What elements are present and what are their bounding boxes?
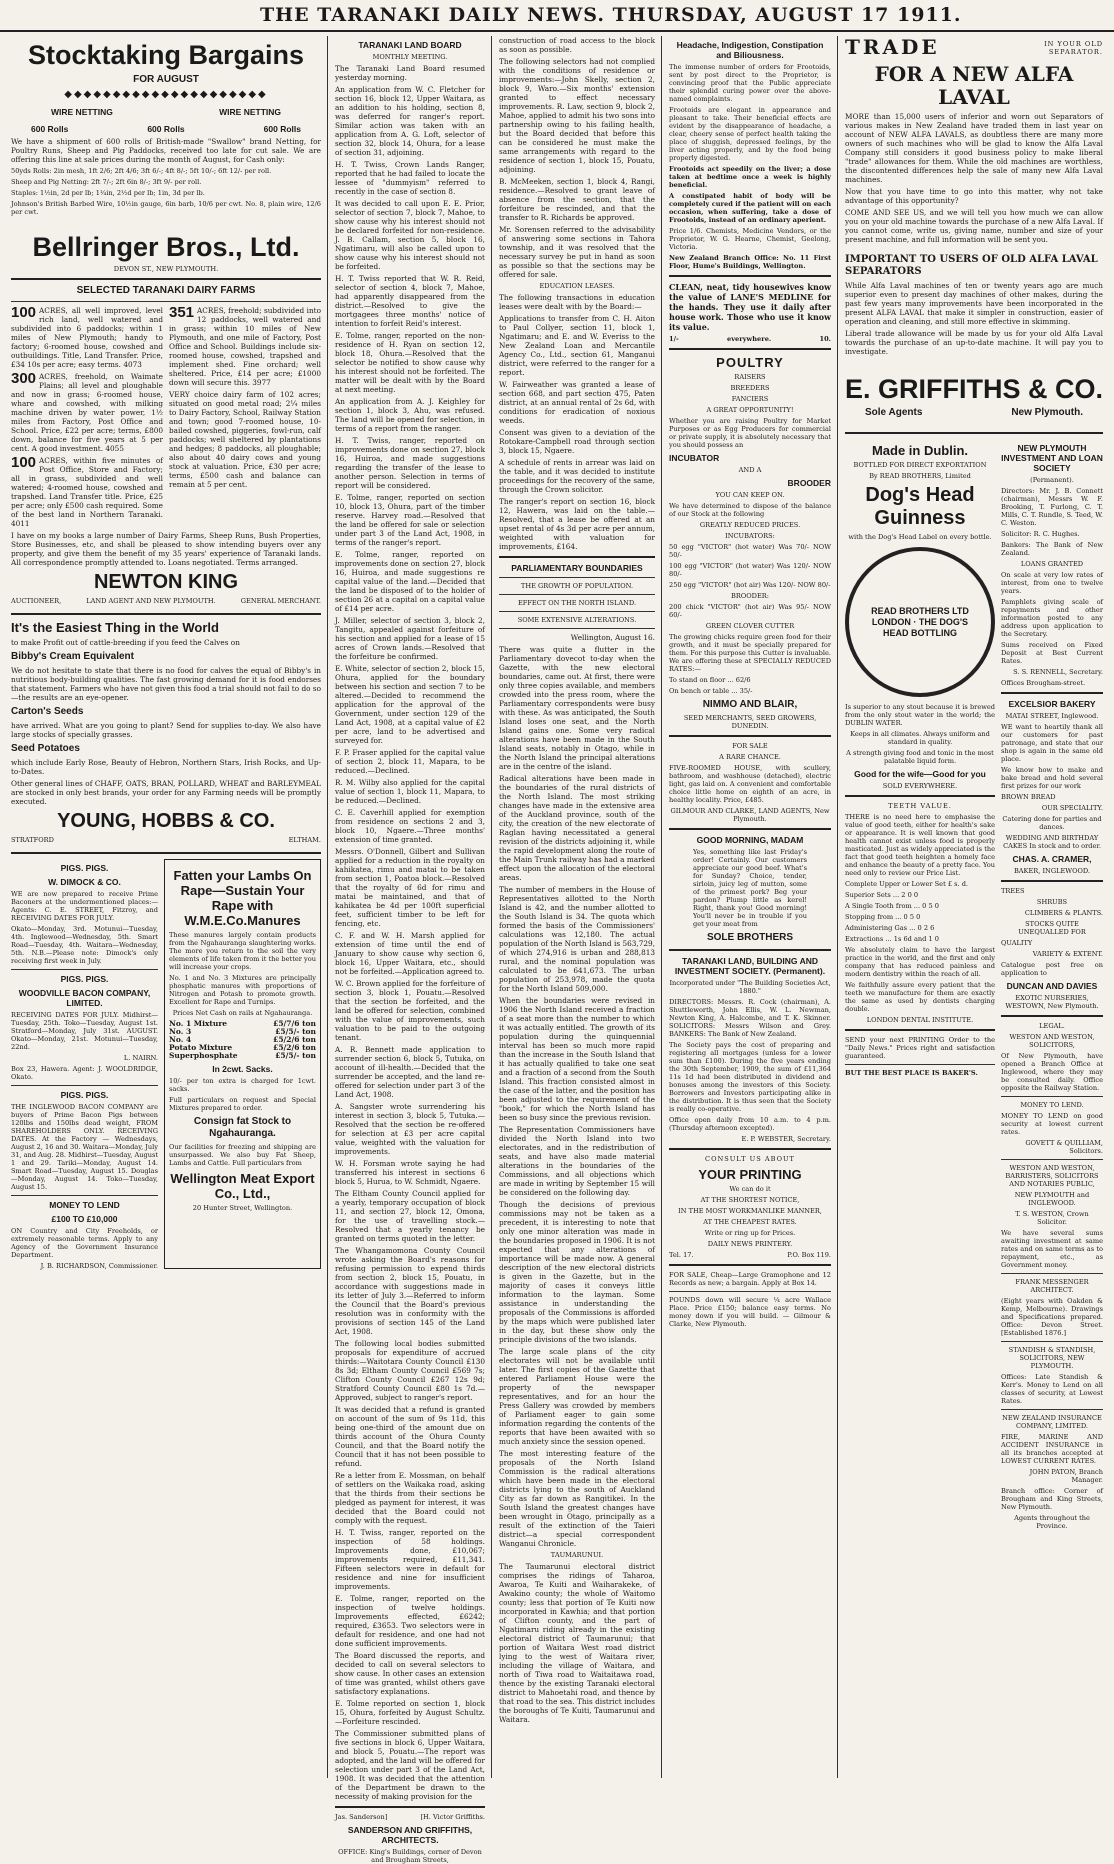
building-society-sign: E. P. WEBSTER, Secretary. xyxy=(741,1135,831,1143)
weston-body: Of New Plymouth, have opened a Branch Office at Inglewood, where they may be consulted daily. Office opposite the Railway Station. xyxy=(1001,1052,1103,1092)
frootoids-body: Frootoids act speedily on the liver; a dose taken at bedtime once a week is highly beneficial. xyxy=(669,165,831,189)
nz-insurance-office: Branch office: Corner of Brougham and King Streets, New Plymouth. xyxy=(1001,1487,1103,1511)
newton-king-body: I have on my books a large number of Dairy Farms, Sheep Runs, Bush Properties, Store Businesses, etc, and shall be pleased to show intending buyers over any property, and give them the benefit of my 35 years' experience of Taranaki lands. All correspondence promptly attended to. Loans negotiated. Terms arranged. xyxy=(11,531,321,567)
incubators-heading: INCUBATORS: xyxy=(725,532,775,540)
stocktaking-title: Stocktaking Bargains xyxy=(27,40,305,70)
stratford-label: STRATFORD xyxy=(11,836,54,844)
wellington-meat-name: Wellington Meat Export Co., Ltd., xyxy=(170,1171,315,1201)
article-paragraph: Consent was given to a deviation of the Rotokare-Campbell road through section 3, block 15, Ngaere. xyxy=(499,428,655,455)
article-paragraph: The Commissioner submitted plans of five sections in block 6, Upper Waitara, and block 5, Pouatu.—The report was adopted, and the land will be offered for selection under part 3 of the Land Act, 1908. It was decided that the attention of the Department be drawn to the necessity of making provision for the xyxy=(335,1729,485,1801)
bakery-body: OUR SPECIALITY. xyxy=(1041,804,1103,812)
good-morning-body: Yes, something like last Friday's order! Certainly. Our customers appreciate our good beef. What's for Sunday? Choice, tender, sirloin, juicy leg of mutton, some of the primest pork? Beg your pardon? Plump little as kerel! Right, thank you! Good morning! You'll never be in trouble if you get your meat from xyxy=(693,848,807,928)
clover-cutter-heading: GREEN CLOVER CUTTER xyxy=(705,622,795,630)
frootoids-body: Frootoids are elegant in appearance and pleasant to take. Their beneficial effects are evident by the disappearance of headache, a clear, cheery sense of perfect health taking the place of sluggish, depressed feelings, by the liver acting properly, and by the food being properly digested. xyxy=(669,106,831,162)
bakery-heading: EXCELSIOR BAKERY xyxy=(1008,699,1096,709)
poultry-body: The growing chicks require green food for their growth, and it must be specially prepared for them. For this purpose this Cutter is invaluable. We are offering these at SPECIALLY REDUCED RATES:— xyxy=(669,633,831,673)
printing-sub: CONSULT US ABOUT xyxy=(705,1155,795,1163)
article-paragraph: C. E. Caverhill applied for exemption from residence on sections 2 and 3, block 10, Ngaere.—Three months' extension of time granted. xyxy=(335,808,485,844)
eltham-label: ELTHAM. xyxy=(288,836,321,844)
article-paragraph: The following local bodies submitted proposals for expenditure of accrued thirds:—Waitotara County Council £130 8s 3d; Eltham County Council £569 7s; Clifton County Council £267 12s 9d; Stratford County Council £80 1s 7d.—Approved, subject to ranger's report. xyxy=(335,1339,485,1402)
article-paragraph: An application from W. C. Fletcher for section 16, block 12, Upper Waitara, as an addition to his holding, section 8, was deferred for ranger's report. Similar action was taken with an application from A. G. Loft, selector of section 32, block 14, Ohura, for a lease of section 31, adjoining. xyxy=(335,85,485,157)
printing-heading: YOUR PRINTING xyxy=(698,1167,802,1182)
column-rule xyxy=(491,36,492,1778)
important-heading: IMPORTANT TO USERS OF OLD ALFA LAVAL SEPARATORS xyxy=(845,254,1098,277)
frootoids-body: The immense number of orders for Frootoids, sent by post direct to the Proprietor, is convincing proof that the Public appreciate their splendid curing power over the above-named complaints. xyxy=(669,63,831,103)
dimock-dates: Okato—Monday, 3rd. Motunui—Tuesday, 4th. Inglewood—Wednesday, 5th. Smart Road—Tuesday, 4th. Waitara—Wednesday, 5th. N.B.—Please note: Dimock's only receiving first week in July. xyxy=(11,925,158,965)
standish-name: STANDISH & STANDISH, SOLICITORS, NEW PLYMOUTH. xyxy=(1008,1346,1096,1370)
lambs-bags: In 2cwt. Sacks. xyxy=(212,1064,273,1074)
article-paragraph: Mr. Sorensen referred to the advisability of answering some sections in Tahora township, and it was resolved that the necessary survey be put in hand as soon as possible so that the sections may be offered for sale. xyxy=(499,225,655,279)
pounds-ad: POUNDS down will secure ¼ acre Wallace Place. Price £150; balance easy terms. No money down if you will build. — Gilmour & Clarke, New Plymouth. xyxy=(669,1296,831,1328)
investment-society-body: Solicitor: R. C. Hughes. xyxy=(1001,530,1080,538)
teeth-price-row: Superior Sets ... 2 0 0 xyxy=(845,891,919,899)
lambs-note: Full particulars on request and Special Mixtures prepared to order. xyxy=(169,1096,316,1112)
bellringer-name: Bellringer Bros., Ltd. xyxy=(32,232,300,262)
money-to-lend-sign: J. B. RICHARDSON, Commissioner. xyxy=(40,1262,158,1270)
article-paragraph: Applications to transfer from C. H. Aiton to Paul Collyer, section 11, block 1, Ngatimaru; and E. and W. Everiss to the New Zealand Loan and Mercantile Agency Co., Ltd., section 61, Manganui district, were referred to the ranger for a report. xyxy=(499,314,655,377)
stocktaking-subtitle: FOR AUGUST xyxy=(133,74,199,85)
price-line: 50yds Rolls: 2in mesh, 1ft 2/6; 2ft 4/6; 3ft 6/-; 4ft 8/-; 5ft 10/-; 6ft 12/- per roll. xyxy=(11,167,272,175)
poultry-body: Whether you are raising Poultry for Market Purposes or as Egg Producers for commercial or private supply, it is absolutely necessary that you should possess an xyxy=(669,417,831,449)
article-paragraph: B. McMeeken, section 1, block 4, Rangi, residence.—Resolved to grant leave of absence from the section, that the forfeiture be rescinded, and that the transfer to R. Richards be approved. xyxy=(499,177,655,222)
consign-heading: Consign fat Stock to Ngahauranga. xyxy=(193,1116,292,1139)
printing-line: We can do it xyxy=(729,1185,771,1193)
article-paragraph: F. P. Fraser applied for the capital value of section 2, block 11, Mapara, to be reduced.—Declined. xyxy=(335,748,485,775)
carton-heading: Carton's Seeds xyxy=(11,706,84,717)
nz-insurance-sign: JOHN PATON, Branch Manager. xyxy=(1029,1468,1103,1484)
article-paragraph: Radical alterations have been made in the boundaries of the rural districts of the North Island. The most striking changes have made in the extensive area of the Auckland province, south of the city, the creation of the new electorate of Raglan having necessitated a general revision of the districts adjoining it, while the rapid development along the route of the Main Trunk railway has had a marked effect upon the allocation of the electoral areas. xyxy=(499,774,655,882)
seed-heading: Seed Potatoes xyxy=(11,743,80,754)
article-paragraph: E. Tolme, ranger, reported on the inspection of twelve holdings. Improvements effected, £6242; required, £3653. Two selectors were in default for residence, and one had not done sufficient improvements. xyxy=(335,1594,485,1648)
article-paragraph: The following transactions in education leases were dealt with by the Board:— xyxy=(499,293,655,311)
brooder-heading: BROODER: xyxy=(731,592,769,600)
messenger-name: FRANK MESSENGER ARCHITECT. xyxy=(1015,1278,1089,1294)
article-paragraph: E. Tolme reported on section 1, block 15, Ohura, forfeited by August Schultz.—Forfeiture rescinded. xyxy=(335,1699,485,1726)
stocktaking-body: We have a shipment of 600 rolls of British-made "Swallow" brand Netting, for Poultry Runs, Sheep and Pig Paddocks, received too late for cut sale. We are offering this line at sale prices during the month of August, for Cash only: xyxy=(11,137,321,164)
teeth-price-row: A Single Tooth from ... 0 5 0 xyxy=(845,902,939,910)
parliamentary-sub: SOME EXTENSIVE ALTERATIONS. xyxy=(517,616,637,624)
column-5 xyxy=(840,36,1108,1778)
article-paragraph: The Taranaki Land Board resumed yesterday morning. xyxy=(335,64,485,82)
sole-brothers-name: SOLE BROTHERS xyxy=(706,932,794,943)
alfa-laval-body: Now that you have time to go into this matter, why not take advantage of this opportunity? xyxy=(845,187,1103,205)
nursery-line: Catalogue post free on application to xyxy=(1001,961,1103,977)
article-paragraph: When the boundaries were revised in 1906 the North Island received a fraction of a seat more than the number to which it was actually entitled. The growth of its population during the quinquennial interval has been so much more rapid than the increase in the South Island that it has actually qualified to take one seat and a fraction of a second from the South Island. This fraction consisted almost in the case of the latter, and the position has been adjusted to the requirement of the "book," for which the North Island has been so busy since the previous revision. xyxy=(499,996,655,1122)
article-paragraph: The Representation Commissioners have divided the North Island into two electorates, and in the redistribution of seats, and have also made material alterations in the boundaries of the Commissions, and all objections which are made in writing by September 15 will be considered on the following day. xyxy=(499,1125,655,1197)
wellington-meat-address: 20 Hunter Street, Wellington. xyxy=(192,1204,293,1212)
article-paragraph: The Taumarunui electoral district comprises the ridings of Taharoa, Awaroa, Te Kuiti and Waiharakeke, of Awakino county; the whole of Waitomo county; less that portion of Te Kuiti now incorporated in Kawhia; and that portion of Clifton county, and the part of Ngatimaru riding already in the existing electoral district of Taumarunui; that portion of Waitara West road district lying to the west of Waitara river, including the village of Waitara, and north of Tiwa road to Waitaitawa road, thence by the existing Taranaki electoral district to Mahoetahi road, and thence by that road to the sea. This district includes the boroughs of Te Kuiti, Taumarunui and Waitara. xyxy=(499,1562,655,1724)
article-paragraph: The large scale plans of the city electorates will not be available until later. The first copies of the Gazette that entered Parliament House were the property of the newspaper representatives, and for an hour the Press Gallery was crowded by members of Parliament eager to gain some information regarding the contents of the reports that have been awaited with so much anxiety since the session opened. xyxy=(499,1347,655,1446)
rolls-label: 600 Rolls xyxy=(263,124,301,134)
bakery-body: BROWN BREAD xyxy=(1001,793,1056,801)
inglewood-bacon-body: THE INGLEWOOD BACON COMPANY are buyers of Prime Bacon Pigs between 120lbs and 150lbs dead weight, FROM SHAREHOLDERS ONLY. RECEIVING DATES. At the Factory — Wednesdays, August 2, 16 and 30. Waitara—Monday, July 31, and Aug. 28. Midhirst—Tuesday, August 1 and 29. Tariki—Monday, August 14. Smart Road—Tuesday, August 15. Douglas—Monday, August 14. Toko—Tuesday, August 15. xyxy=(11,1103,158,1191)
important-body: While Alfa Laval machines of ten or twenty years ago are much superior even to present day machines of other makes, during the past few years many improvements have been incorporated in the present ALFA LAVAL that make it simpler in construction, easier of operation and cleaning, and still more effective in skimming. xyxy=(845,281,1103,326)
nursery-line: VARIETY & EXTENT. xyxy=(1032,950,1103,958)
easiest-title: It's the Easiest Thing in the World xyxy=(11,620,219,635)
brooder-label: BROODER xyxy=(787,478,831,488)
seed-body: which include Early Rose, Beauty of Hebron, Northern Stars, Irish Rocks, and Up-to-Dates. xyxy=(11,758,321,776)
dimock-body: WE are now prepared to receive Prime Baconers at the undermentioned places:— Agents: C. E. STREET, Fitzroy, and RECEIVING DATES FOR JULY. xyxy=(11,890,158,922)
woodville-body: RECEIVING DATES FOR JULY. Midhirst—Tuesday, 25th. Toko—Tuesday, August 1st. Stratford—Monday, July 31st. AUGUST. Okato—Monday, 21st. Motunui—Tuesday, 22nd. xyxy=(11,1011,158,1051)
dublin-sub: BOTTLED FOR DIRECT EXPORTATION xyxy=(853,461,987,469)
netting-label: WIRE NETTING xyxy=(51,107,113,117)
price-line: Johnson's British Barbed Wire, 10½in gauge, 6in barb, 10/6 per cwt. No. 8, plain wire, 12/6 per cwt. xyxy=(11,200,321,216)
lambs-note: 10/- per ton extra is charged for 1cwt. sacks. xyxy=(169,1077,316,1093)
lambs-title: Fatten your Lambs On Rape—Sustain Your Rape with W.M.E.Co.Manures xyxy=(173,868,312,928)
nimmo-blair-sub: SEED MERCHANTS, SEED GROWERS, DUNEDIN. xyxy=(683,714,817,730)
article-paragraph: H. T. Twiss, ranger, reported on the inspection of 58 holdings. Improvements done, £10,067; improvements required, £11,341. Fifteen selectors were in default for residence and nine for insufficient improvements. xyxy=(335,1528,485,1591)
parliamentary-sub: EFFECT ON THE NORTH ISLAND. xyxy=(517,599,637,607)
bakery-body: Catering done for parties and dances. xyxy=(1002,815,1102,831)
rolls-label: 600 Rolls xyxy=(147,124,185,134)
teeth-body: We absolutely claim to have the largest practice in the world, and the first and only company that has reduced painless and modern dentistry within the reach of all. xyxy=(845,946,995,978)
article-paragraph: The number of members in the House of Representatives allotted to the North Island is 42, and the number allotted to the South Island is 34. The quota which formed the basis of the Commissioners' calculations was 12,180. The actual population of the North Island is 563,729, of which 274,916 is urban and 288,813 rural, and the nominal population was calculated to be 641,673. The urban population of 253,978, made the quota for the North Island 509,000. xyxy=(499,885,655,993)
woodville-box: Box 23, Hawera. Agent: J. WOOLDRIDGE, Okato. xyxy=(11,1065,158,1081)
poultry-can: YOU CAN KEEP ON. xyxy=(715,491,785,499)
bellringer-address: DEVON ST., NEW PLYMOUTH. xyxy=(113,265,219,273)
farm-listing: VERY choice dairy farm of 102 acres; situated on good metal road; 2¼ miles to Dairy Factory, School, Railway Station and town; good 7-roomed house, 10-bailed cowshed, piggeries, fowl-run, calf paddocks; well sheltered by plantations and hedges; 8 paddocks, all ploughable; also about 40 dairy cows and young stock at valuation. Price, £30 per acre; terms, £500 cash and balance can remain at 5 per cent. xyxy=(169,390,321,489)
article-paragraph: Messrs. O'Donnell, Gilbert and Sullivan applied for a reduction in the royalty on kahikatea, rimu and matai to be taken from section 1, Poatoa block.—Resolved that the royalty of 6d for rimu and matai be maintained, and that of kahikatea be 4d per 100ft superficial feet, sufficient timber to be left for fencing, etc. xyxy=(335,847,485,928)
article-paragraph: The following selectors had not complied with the conditions of residence or improvements:—John Skelly, section 2, block 9, Waro.—Six months' extension granted to effect necessary improvements. R. Law, section 9, block 2, Mahoe, applied to admit his two sons into partnership owing to his failing health, but the Board decided that before this can be considered he must make the same arrangements with regard to the residence of section 1, block 15, Pouatu, adjoining. xyxy=(499,57,655,174)
column-rule xyxy=(661,36,662,1778)
price-row: 50 egg "VICTOR" (hot water) Was 70/- NOW 50/- xyxy=(669,543,831,559)
column-3 xyxy=(494,36,660,1778)
bakery-sub: MATAI STREET, Inglewood. xyxy=(1005,712,1099,720)
pigs-heading: PIGS. PIGS. xyxy=(60,974,109,984)
guinness-sold: SOLD EVERYWHERE. xyxy=(882,782,958,790)
printing-line: AT THE SHORTEST NOTICE, xyxy=(700,1196,800,1204)
printing-line: AT THE CHEAPEST RATES. xyxy=(703,1218,797,1226)
poultry-sub: BREEDERS xyxy=(730,384,770,392)
for-sale-heading: FOR SALE xyxy=(732,742,768,750)
money-to-lend-heading: MONEY TO LEND. xyxy=(1020,1101,1084,1109)
newton-king-name: NEWTON KING xyxy=(93,571,239,593)
investment-society-sub: (Permanent). xyxy=(1030,476,1074,484)
poultry-sub: A GREAT OPPORTUNITY! xyxy=(706,406,794,414)
architect-left: Jas. Sanderson] xyxy=(335,1813,388,1821)
article-paragraph: The ranger's report on section 16, block 12, Hawera, was laid on the table.—Resolved, that a lease be offered at an upset rental of 4s 3d per acre per annum, weighted with valuation for improvements, £164. xyxy=(499,497,655,551)
land-agent-label: LAND AGENT AND NEW PLYMOUTH. xyxy=(86,597,216,605)
investment-society-body: LOANS GRANTED xyxy=(1020,560,1084,568)
weston-barristers-sign: T. S. WESTON, Crown Solicitor. xyxy=(1015,1210,1089,1226)
parliamentary-dateline: Wellington, August 16. xyxy=(570,633,655,642)
nursery-name: DUNCAN AND DAVIES xyxy=(1006,981,1098,991)
medline-ad: CLEAN, neat, tidy housewives know the value of LANE'S MEDLINE for the hands. They use it daily after house work. Those who use it know its value. xyxy=(669,282,831,332)
investment-society-body: Bankers: The Bank of New Zealand. xyxy=(1001,541,1103,557)
article-paragraph: W. H. Forsman wrote saying he had transferred his interest in sections 6 block 5, Hurua, to W. Schmidt, Ngaere. xyxy=(335,1159,485,1186)
bakery-body: We know how to make and bake bread and hold several first prizes for our work xyxy=(1001,766,1103,790)
investment-society-heading: NEW PLYMOUTH INVESTMENT AND LOAN SOCIETY xyxy=(1001,443,1103,473)
medline-id: 10. xyxy=(819,335,831,343)
education-heading: EDUCATION LEASES. xyxy=(539,282,615,290)
trade-sub: IN YOUR OLD SEPARATOR. xyxy=(1044,40,1103,56)
architects-name: SANDERSON AND GRIFFITHS, ARCHITECTS. xyxy=(347,1825,473,1845)
column-2 xyxy=(330,36,490,1864)
price-row: 250 egg "VICTOR" (hot air) Was 120/- NOW 80/- xyxy=(669,581,831,589)
money-to-lend-heading: MONEY TO LEND xyxy=(49,1200,120,1210)
land-board-heading: TARANAKI LAND BOARD xyxy=(358,40,462,50)
sole-agents-label: Sole Agents xyxy=(865,407,923,418)
carton-body: have arrived. What are you going to plant? Send for supplies to-day. We also have large stocks of specially grasses. xyxy=(11,721,321,739)
article-paragraph: There was quite a flutter in the Parliamentary dovecot to-day when the Gazette, with the new electoral boundaries, came out. At first, there were only three copies available, and members crowded into the press room, where the Parliamentary correspondents were busy with these. As was anticipated, the South Island loses one seat, and the North Island gains one. Some very radical alterations have been made in the South Island seats, notably in Otago, while in the North Island the principal alterations are in the centre of the island. xyxy=(499,645,655,771)
griffiths-place: New Plymouth. xyxy=(1011,407,1083,418)
article-paragraph: The most interesting feature of the proposals of the North Island Commission is the radical alterations which have been made in the electoral districts lying to the south of Auckland City as far down as Rangitikei. In the South Island the greatest changes have been wrought in Otago, principally as a result of the extinction of the Taieri district—a special correspondent Wanganui Chronicle. xyxy=(499,1449,655,1548)
poultry-heading: POULTRY xyxy=(716,355,784,370)
printing-line: DAILY NEWS PRINTERY. xyxy=(707,1240,793,1248)
investment-society-sign: S. S. RENNELL, Secretary. xyxy=(1013,668,1103,676)
guinness-body: Is superior to any stout because it is brewed from the only stout water in the world; the DUBLIN WATER. xyxy=(845,703,995,727)
column-1: Stocktaking Bargains FOR AUGUST ◆◆◆◆◆◆◆◆◆◆◆◆◆◆◆◆◆◆◆◆◆ WIRE NETTING WIRE NETTING 600 Rolls 600 Rolls 600 Rolls We have a shipment of 600 rolls of British-made "Swallow" brand Netting, for Poultry Runs, Sheep and Pig Paddocks, received too late for cut sale. We are offering this line at sale prices during the month of August, for Cash only: 50yds Rolls: 2in mesh, 1ft 2/6; 2ft 4/6; 3ft 6/-; 4ft 8/-; 5ft 10/-; 6ft 12/- per roll. Sheep and Pig Netting: 2ft 7/-; 2ft 6in 8/-; 3ft 9/- per roll. Staples: 1½in, 2d per lb; 1¼in, 2½d per lb; 1in, 3d per lb. Johnson's British Barbed Wire, 10½in gauge, 6in barb, 10/6 per cwt. No. 8, plain wire, 12/6 per cwt. Bellringer Bros., Ltd. DEVON ST., NEW PLYMOUTH. SELECTED TARANAKI DAIRY FARMS 100 ACRES, all well improved, level rich land, well watered and subdivided into 6 paddocks; within 1 miles of New Plymouth; handy to factory; 6-roomed house, cowshed and outbuildings. Title, Land Transfer. Price, £34 10s per acre; easy terms. 4073 300 ACRES, freehold, on Waimate Plains; all level and ploughable and now in grass; 6-roomed house, whare and cowshed, with milking machine driven by water power, 1½ miles from Factory, Post Office and School. Price, £22 per acre; terms, £800 down, balance for five years at 5 per cent. A good investment. 4055 100 ACRES, within five minutes of Post Office, Store and Factory; all in grass, subdivided and well watered; 4-roomed house, cowshed and trapshed. Land Transfer title. Price, £25 per acre; only £500 cash required. Some of the best land in Northern Taranaki. 4011 351 ACRES, freehold; subdivided into 12 paddocks, well watered and in grass; within 10 miles of New Plymouth, and one mile of Factory, Post Office and School. Buildings include six-roomed house, cowshed, trapshed and implement shed. Fine orchard; well sheltered. Price, £14 per acre; £1000 down will secure this. 3977 VERY choice dairy farm of 102 acres; situated on good metal road; 2¼ miles to Dairy Factory, School, Railway Station and town; good 7-roomed house, 10-bailed cowshed, piggeries, fowl-run, calf paddocks; well sheltered by plantations and hedges; 8 paddocks, all ploughable; also about 40 dairy cows and young stock at valuation. Price, £30 per acre; terms, £500 cash and balance can remain at 5 per cent. I have on my books a large number of Dairy Farms, Sheep Runs, Bush Properties, Store Businesses, etc, and shall be pleased to show intending buyers over any property, and give them the benefit of my 35 years' experience of Taranaki lands. All correspondence promptly attended to. Loans negotiated. Terms arranged. NEWTON KING AUCTIONEER, LAND AGENT AND NEW PLYMOUTH. GENERAL MERCHANT. It's the Easiest Thing in the World to make Profit out of cattle-breeding if you feed the Calves on Bibby's Cream Equivalent We do not hesitate to state that there is no food for calves the equal of Bibby's in nutritious body-building qualities. The fast growing demand for it is food endorses that statement. Farmers who have not given this food a trial should not fail to do so—the results are an eye-opener. Carton's Seeds have arrived. What are you going to plant? Send for supplies to-day. We also have large stocks of specially grasses. Seed Potatoes which include Early Rose, Beauty of Hebron, Northern Stars, Irish Rocks, and Up-to-Dates. Other general lines of CHAFF, OATS, BRAN, POLLARD, WHEAT and BARLEYMEAL are stocked in only best brands, your order for any Farming needs will be promptly executed. YOUNG, HOBBS & CO. STRATFORD ELTHAM. PIGS. PIGS. W. DIMOCK & CO. WE are now prepared to receive Prime Baconers at the undermentioned places:— Agents: C. E. STREET, Fitzroy, and RECEIVING DATES FOR JULY. Okato—Monday, 3rd. Motunui—Tuesday, 4th. Inglewood—Wednesday, 5th. Smart Road—Tuesday, 4th. Waitara—Wednesday, 5th. N.B.—Please note: Dimock's only receiving first week in July. PIGS. PIGS. WOODVILLE BACON COMPANY, LIMITED. RECEIVING DATES FOR JULY. Midhirst—Tuesday, 25th. Toko—Tuesday, August 1st. Stratford—Monday, July 31st. AUGUST. Okato—Monday, 21st. Motunui—Tuesday, 22nd. L. NAIRN. Box 23, Hawera. Agent: J. WOOLDRIDGE, Okato. PIGS. PIGS. THE INGLEWOOD BACON COMPANY are buyers of Prime Bacon Pigs between 120lbs and 150lbs dead weight, FROM SHAREHOLDERS ONLY. RECEIVING DATES. At the Factory — Wednesdays, August 2, 16 and 30. Waitara—Monday, July 31, and Aug. 28. Midhirst—Tuesday, August 1 and 29. Tariki—Monday, August 14. Smart Road—Tuesday, August 15. Douglas—Monday, August 14. Toko—Tuesday, August 15. MONEY TO LEND £100 TO £10,000 ON Country and City Freeholds, or extremely reasonable terms. Apply to any Agency of the Government Insurance Department. J. B. RICHARDSON, Commissioner. Fatten your Lambs On Rape—Sustain Your Rape with W.M.E.Co.Manures These manures largely contain products from the Ngahauranga slaughtering works. The more you return to the soil the very elements of life taken from it the better you will increase your crops. No. 1 and No. 3 Mixtures are principally phosphatic manures with proportions of Nitrogen and Potash to promote growth. Excellent for Rape and Turnips. Prices Net Cash on rails at Ngahauranga. No. 1 Mixture £5/7/6 ton No. 3 £5/5/- ton No. 4 £5/2/6 ton Potato Mixture £5/2/6 ton Superphosphate £5/5/- ton In 2cwt. Sacks. 10/- per ton extra is charged for 1cwt. sacks. Full particulars on request and Special Mixtures prepared to order. Consign fat Stock to Ngahauranga. Our facilities for freezing and shipping are unsurpassed. We also buy Fat Sheep, Lambs and Cattle. Full particulars from Wellington Meat Export Co., Ltd., 20 Hunter Street, Wellington. xyxy=(11,40,321,1270)
weston-barristers-place: NEW PLYMOUTH and INGLEWOOD. xyxy=(1014,1191,1090,1207)
messenger-body: (Eight years with Oakden & Kemp, Melbourne). Drawings and Specifications prepared. Office: Devon Street. [Established 1876.] xyxy=(1001,1297,1103,1337)
nursery-line: QUALITY xyxy=(1001,939,1033,947)
pigs-heading: PIGS. PIGS. xyxy=(60,1090,109,1100)
poultry-and: AND A xyxy=(738,466,762,474)
for-sale-body: FIVE-ROOMED HOUSE, with scullery, bathroom, and washhouse (detached), electric light, gas laid on. A convenient and comfortable choice little home on eighth of an acre, in healthy locality. Price, £485. xyxy=(669,764,831,804)
for-sale-sign: GILMOUR AND CLARKE, LAND AGENTS, New Plymouth. xyxy=(670,807,830,823)
trade-heading: TRADE xyxy=(845,35,940,59)
article-paragraph: E. Tolme, ranger, reported on improvements done on section 27, block 16, Huiroa, and made suggestions re capital value of the land.—Decided that the land be disposed of to the holder of section 26 at a capital on a capital value of £14 per acre. xyxy=(335,550,485,613)
young-hobbs-name: YOUNG, HOBBS & CO. xyxy=(57,810,275,832)
consign-body: Our facilities for freezing and shipping are unsurpassed. We also buy Fat Sheep, Lambs and Cattle. Full particulars from xyxy=(169,1143,316,1167)
price-line: Staples: 1½in, 2d per lb; 1¼in, 2½d per lb; 1in, 3d per lb. xyxy=(11,189,205,197)
weston-barristers-name: WESTON AND WESTON, BARRISTERS, SOLICITORS AND NOTARIES PUBLIC, xyxy=(1005,1164,1099,1188)
nursery-sub: EXOTIC NURSERIES, WESTOWN, New Plymouth. xyxy=(1005,994,1099,1010)
price-line: Sheep and Pig Netting: 2ft 7/-; 2ft 6in 8/-; 3ft 9/- per roll. xyxy=(11,178,202,186)
column-rule xyxy=(837,36,838,1778)
ornament-divider: ◆◆◆◆◆◆◆◆◆◆◆◆◆◆◆◆◆◆◆◆◆ xyxy=(64,89,268,100)
teeth-heading: TEETH VALUE. xyxy=(888,802,952,810)
netting-label: WIRE NETTING xyxy=(219,107,281,117)
rolls-label: 600 Rolls xyxy=(31,124,69,134)
article-paragraph: It was decided to call upon E. E. Prior, selector of section 7, block 7, Mahoe, to show cause why his interest should not be declared forfeited for non-residence. J. B. Callam, section 5, block 16, Ngatimaru, will also be called upon to show cause why his interest should not be forfeited. xyxy=(335,199,485,271)
weston-name: WESTON AND WESTON, SOLICITORS, xyxy=(1009,1033,1095,1049)
good-morning-heading: GOOD MORNING, MADAM xyxy=(696,835,804,845)
article-paragraph: E. White, selector of section 2, block 15, Ohura, applied for the boundary between his section and section 7 to be altered.—Decided to recommend the application for the approval of the Government, under section 129 of the Land Act, 1908, at a capital value of £2 per acre, land to be advertised and surveyed for. xyxy=(335,664,485,745)
printing-box: P.O. Box 119. xyxy=(787,1251,831,1259)
article-paragraph: C. F. and W. H. Marsh applied for extension of time until the end of January to show cause why section 6, block 16, Upper Waitara, etc., should not be forfeited.—Application agreed to. xyxy=(335,931,485,976)
nursery-line: CLIMBERS & PLANTS. xyxy=(1024,909,1103,917)
guinness-slogan: Good for the wife—Good for you xyxy=(854,769,986,779)
article-paragraph: H. T. Twiss, ranger, reported on improvements done on section 27, block 16, Huiroa, and made suggestions regarding the transfer of the lease to another person. Selection in terms of report will be considered. xyxy=(335,436,485,490)
important-body: Liberal trade allowance will be made by us for your old Alfa Laval towards the purchase of an up-to-date machine. It will pay you to investigate. xyxy=(845,329,1103,356)
nimmo-blair-name: NIMMO AND BLAIR, xyxy=(702,699,798,710)
weston-barristers-body: We have several sums awaiting investment at same rates and on same terms as to repayment, etc., as Government money. xyxy=(1001,1229,1103,1269)
reduced-prices: GREATLY REDUCED PRICES. xyxy=(699,521,801,529)
building-society-body: DIRECTORS: Messrs. R. Cock (chairman), A. Shuttleworth, John Ellis, W. L. Newman, Newton King, A. Halcombe, and T. K. Skinner. SOLICITORS: Messrs Wilson and Grey. BANKERS: The Bank of New Zealand. xyxy=(669,998,831,1038)
article-paragraph: W. C. Brown applied for the forfeiture of section 3, block 1, Pouatu.—Resolved that the section be forfeited, and the land be offered for selection, combined with the value of improvements, such valuation to be paid to the outgoing tenant. xyxy=(335,979,485,1042)
auctioneer-label: AUCTIONEER, xyxy=(11,597,62,605)
farm-listing: 351 ACRES, freehold; subdivided into 12 paddocks, well watered and in grass; within 10 miles of New Plymouth, and one mile of Factory, Post Office and School. Buildings include six-roomed house, cowshed, trapshed and implement shed. Fine orchard; well sheltered. Price, £14 per acre; £1000 down will secure this. 3977 xyxy=(169,304,321,387)
article-paragraph: E. Tolme, ranger, reported on section 10, block 13, Ohura, part of the timber reserve. Harvey road.—Resolved that the land be offered for sale or selection under part 3 of the Land Act, 1908, in terms of the ranger's report. xyxy=(335,493,485,547)
lambs-body: No. 1 and No. 3 Mixtures are principally phosphatic manures with proportions of Nitrogen and Potash to promote growth. Excellent for Rape and Turnips. xyxy=(169,974,316,1006)
gramophone-ad: FOR SALE, Cheap—Large Gramophone and 12 Records as new; a bargain. Apply at Box 14. xyxy=(669,1271,831,1287)
frootoids-body: Price 1/6. Chemists, Medicine Vendors, or the Proprietor, W. G. Hearne, Chemist, Geelong, Victoria. xyxy=(669,227,831,251)
money-to-lend-body: ON Country and City Freeholds, or extremely reasonable terms. Apply to any Agency of the Government Insurance Department. xyxy=(11,1227,158,1259)
medline-price: 1/- xyxy=(669,335,679,343)
nursery-line: TREES xyxy=(1001,887,1025,895)
printing-order-ad: SEND your next PRINTING Order to the "Daily News." Prices right and satisfaction guaranteed. xyxy=(845,1036,995,1060)
dogs-head-roundel: READ BROTHERS LTD LONDON · THE DOG'S HEAD BOTTLING xyxy=(845,547,995,697)
investment-society-body: Directors: Mr. J. B. Connett (chairman), Messrs W. F. Brooking, T. Furlong, C. T. Mills, C. T. Rundle, S. Teed, W. C. Weston. xyxy=(1001,487,1103,527)
guinness-heading: Dog's Head Guinness xyxy=(865,484,975,529)
bakery-sign: BAKER, INGLEWOOD. xyxy=(1013,867,1091,875)
teeth-body: We faithfully assure every patient that the teeth we manufacture for them are exactly the same as used by dentists charging double. xyxy=(845,981,995,1013)
column-rule xyxy=(327,36,328,1778)
seed-body: Other general lines of CHAFF, OATS, BRAN, POLLARD, WHEAT and BARLEYMEAL are stocked in only best brands, your order for any Farming needs will be promptly executed. xyxy=(11,779,321,806)
alfa-laval-heading: FOR A NEW ALFA LAVAL xyxy=(874,62,1074,109)
poultry-sub: FANCIERS xyxy=(731,395,769,403)
farm-listing: 100 ACRES, all well improved, level rich land, well watered and subdivided into 6 paddocks; within 1 miles of New Plymouth; handy to factory; 6-roomed house, cowshed and outbuildings. Title, Land Transfer. Price, £34 10s per acre; easy terms. 4073 xyxy=(11,304,163,369)
nursery-line: STOCKS QUITE UNEQUALLED FOR xyxy=(1018,920,1086,936)
architect-right: [H. Victor Griffiths. xyxy=(420,1813,485,1821)
parliamentary-heading: PARLIAMENTARY BOUNDARIES xyxy=(511,563,643,573)
alfa-laval-body: MORE than 15,000 users of inferior and worn out Separators of various makes in New Zealand have traded them in last year on account of NEW ALFA LAVALS, as doubtless there are many more owners of such machines who will be glad to know the Alfa Laval Company still considers it good business policy to make liberal "trade" allowances for them. While the old machines are worthless, the discontented differences help the sale of many new Alfa Laval machines. xyxy=(845,112,1103,184)
money-to-lend-body: MONEY TO LEND on good security at lowest current rates. xyxy=(1001,1112,1103,1136)
masthead-title: THE TARANAKI DAILY NEWS. THURSDAY, AUGUST 17 1911. xyxy=(260,4,962,26)
printing-line: IN THE MOST WORKMANLIKE MANNER, xyxy=(678,1207,822,1215)
nz-insurance-name: NEW ZEALAND INSURANCE COMPANY, LIMITED. xyxy=(1002,1414,1102,1430)
easiest-body: to make Profit out of cattle-breeding if you feed the Calves on xyxy=(11,638,240,647)
standish-body: Offices: Late Standish & Kerr's. Money to Lend on all classes of security, at Lowest Rates. xyxy=(1001,1373,1103,1405)
bakery-body: WE want to heartily thank all our customers for past patronage, and state that our shop is again in the same old place. xyxy=(1001,723,1103,763)
printing-tel: Tel. 17. xyxy=(669,1251,694,1259)
farm-listing: 300 ACRES, freehold, on Waimate Plains; all level and ploughable and now in grass; 6-roomed house, whare and cowshed, with milking machine driven by water power, 1½ miles from Factory, Post Office and School. Price, £22 per acre; terms, £800 down, balance for five years at 5 per cent. A good investment. 4055 xyxy=(11,370,163,453)
article-paragraph: The Board discussed the reports, and decided to call on several selectors to show cause. In other cases an extension of time was granted, whilst others gave satisfactory explanations. xyxy=(335,1651,485,1696)
taumarunui-heading: TAUMARUNUI. xyxy=(550,1551,604,1559)
poultry-sub: RAISERS xyxy=(734,373,766,381)
money-to-lend-amount: £100 TO £10,000 xyxy=(51,1214,118,1224)
legal-heading: LEGAL. xyxy=(1039,1022,1065,1030)
article-paragraph: Though the decisions of previous commissions may not be taken as a precedent, it is interesting to note that only one minor alteration was made in the boundaries proposed in 1906. It is not expected that any alterations of importance will be made now. A general description of the new electoral districts is given in the Gazette, but in the majority of cases it conveys little information to the layman. Some assistance in understanding the proposals of the Commissions is afforded by the maps which were published later in the day, but these show only the principle divisions of the two islands. xyxy=(499,1200,655,1344)
bakery-body: WEDDING AND BIRTHDAY CAKES In stock and to order. xyxy=(1003,834,1101,850)
building-society-body: Office open daily from 10 a.m. to 4 p.m. (Thursday afternoon excepted). xyxy=(669,1116,831,1132)
article-paragraph: H. T. Twiss reported that W. R. Reid, selector of section 4, block 7, Mahoe, had apparently disappeared from the district.—Resolved to give the mortgagees three months' notice of intention to forfeit Reid's interest. xyxy=(335,274,485,328)
guinness-sub: with the Dog's Head Label on every bottle. xyxy=(848,533,992,541)
investment-society-body: Pamphlets giving scale of repayments and other information posted to any address upon application to the Secretary. xyxy=(1001,598,1103,638)
frootoids-body: New Zealand Branch Office: No. 11 First Floor, Hume's Buildings, Wellington. xyxy=(669,254,831,270)
dimock-name: W. DIMOCK & CO. xyxy=(48,877,121,887)
teeth-price-row: Stopping from ... 0 5 0 xyxy=(845,913,921,921)
price-row: 100 egg "VICTOR" (hot water) Was 120/- NOW 80/- xyxy=(669,562,831,578)
column-4 xyxy=(664,36,836,1778)
teeth-price-row: Administering Gas ... 0 2 6 xyxy=(845,924,935,932)
nz-insurance-agents: Agents throughout the Province. xyxy=(1014,1514,1090,1530)
incubator-label: INCUBATOR xyxy=(669,453,720,463)
article-paragraph: construction of road access to the block as soon as possible. xyxy=(499,36,655,54)
article-paragraph: A. R. Bennett made application to surrender section 6, block 5, Tutuka, on account of ill-health.—Decided that the surrender be accepted, and the land re-offered for selection under part 3 of the Land Act, 1908. xyxy=(335,1045,485,1099)
article-paragraph: A. Sangster wrote surrendering his interest in section 3, block 5, Tutuka.—Resolved that the section be re-offered for selection at £3 per acre capital value, weighted with the valuation for improvements. xyxy=(335,1102,485,1156)
teeth-body: THERE is no need here to emphasise the value of good teeth, either for health's sake or appearance. It is well known that good health cannot exist unless food is properly masticated. Just as widely appreciated is the fact that good teeth heighten a homely face and enhance the beauty of a pretty face. You need only to review our Price List. xyxy=(845,813,995,877)
teeth-sign: LONDON DENTAL INSTITUTE. xyxy=(866,1016,974,1024)
teeth-price-row: Complete Upper or Lower Set £ s. d. xyxy=(845,880,969,888)
griffiths-name: E. GRIFFITHS & CO. xyxy=(845,374,1104,404)
article-paragraph: The Whangamomona County Council wrote asking the Board's reasons for refusing permission to expend thirds from section 2, block 15, Pouatu, in accordance with suggestions made in its letter of July 3.—Referred to inform the Council that the Board's previous resolution was in conformity with the provisions of section 145 of the Land Act, 1908. xyxy=(335,1246,485,1336)
dairy-farms-heading: SELECTED TARANAKI DAIRY FARMS xyxy=(76,285,256,296)
article-paragraph: H. T. Twiss, Crown Lands Ranger, reported that he had failed to locate the lessee of "dummyism" referred to recently in the case of section 8. xyxy=(335,160,485,196)
price-row: To stand on floor ... 62/6 xyxy=(669,676,751,684)
for-sale-sub: A RARE CHANCE. xyxy=(719,753,781,761)
investment-society-body: Sums received on Fixed Deposit at Best Current Rates. xyxy=(1001,641,1103,665)
article-paragraph: J. Miller, selector of section 3, block 2, Tangitu, appealed against forfeiture of his section and applied for a lease of 15 acres of Crown lands.—Resolved that the forfeiture be confirmed. xyxy=(335,616,485,661)
article-paragraph: E. Tolme, ranger, reported on the non-residence of H. Ryan on section 12, block 18, Ohura.—Resolved that the selector be notified to show cause why his interest should not be forfeited. The matter will be dealt with by the Board at next meeting. xyxy=(335,331,485,394)
dublin-by: By READ BROTHERS, Limited xyxy=(869,472,971,480)
land-board-sub: MONTHLY MEETING. xyxy=(372,53,448,61)
architects-office: OFFICE: King's Buildings, corner of Devon and Brougham Streets, xyxy=(338,1848,482,1864)
woodville-sign: L. NAIRN. xyxy=(123,1054,158,1062)
lambs-body: These manures largely contain products from the Ngahauranga slaughtering works. The more you return to the soil the very elements of life taken from it the better you will increase your crops. xyxy=(169,931,316,971)
investment-society-office: Offices Brougham-street. xyxy=(1001,679,1086,687)
guinness-body: A strength giving food and tonic in the most palatable liquid form. xyxy=(846,749,994,765)
masthead xyxy=(0,0,1114,32)
bakers-ad: BUT THE BEST PLACE IS BAKER'S. xyxy=(845,1069,978,1077)
money-to-lend-sign: GOVETT & QUILLIAM, Solicitors. xyxy=(1025,1139,1103,1155)
lambs-body: Prices Net Cash on rails at Ngahauranga. xyxy=(172,1009,313,1017)
article-paragraph: R. M. Wilby also applied for the capital value of section 1, block 11, Mapara, to be reduced.—Declined. xyxy=(335,778,485,805)
investment-society-body: On scale at very low rates of interest, from one to twelve years. xyxy=(1001,571,1103,595)
bakery-sign: CHAS. A. CRAMER, xyxy=(1012,854,1092,864)
bibby-body: We do not hesitate to state that there is no food for calves the equal of Bibby's in nutritious body-building qualities. The fast growing demand for it is food endorses that statement. Farmers who have not given this food a trial should not fail to do so—the results are an eye-opener. xyxy=(11,666,321,702)
merchant-label: GENERAL MERCHANT. xyxy=(240,597,321,605)
article-paragraph: It was decided that a refund is granted on account of the sum of 9s 11d, this being one-third of the amount due on thirds account of the Ohura County Council, and that the Board notify the Council that it has not been possible to refund. xyxy=(335,1405,485,1468)
frootoids-heading: Headache, Indigestion, Constipation and Biliousness. xyxy=(676,40,824,60)
article-paragraph: Re a letter from E. Mossman, on behalf of settlers on the Waikaka road, asking that the thirds from their sections be pledged as payment for interest, it was decided that the Board could not comply with the request. xyxy=(335,1471,485,1525)
alfa-laval-body: COME AND SEE US, and we will tell you how much we can allow you on your old machine towards the purchase of a new Alfa Laval. If you cannot come, write us, giving name, number and size of your present machine, and full information will be sent you. xyxy=(845,208,1103,244)
dublin-heading: Made in Dublin. xyxy=(871,443,969,458)
price-row: 200 chick "VICTOR" (hot air) Was 95/- NOW 60/- xyxy=(669,603,831,619)
price-row: On bench or table ... 35/- xyxy=(669,687,753,695)
printing-line: Write or ring up for Prices. xyxy=(704,1229,796,1237)
woodville-name: WOODVILLE BACON COMPANY, LIMITED. xyxy=(18,988,151,1008)
article-paragraph: The Eltham County Council applied for a yearly, temporary occupation of block 11, and section 27, block 12, Omona, for the use of travelling stock.—Resolved that a yearly tenancy be granted on terms quoted in the letter. xyxy=(335,1189,485,1243)
building-society-heading: TARANAKI LAND, BUILDING AND INVESTMENT SOCIETY. (Permanent). xyxy=(674,956,826,976)
guinness-body: Keeps in all climates. Always uniform and standard in quality. xyxy=(850,730,990,746)
article-paragraph: An application from A. J. Keighley for section 1, block 3, Ahu, was refused. The land will be opened for selection, in terms of a report from the ranger. xyxy=(335,397,485,433)
teeth-price-row: Extractions ... 1s 6d and 1 0 xyxy=(845,935,939,943)
poultry-body: We have determined to dispose of the balance of our Stock at the following xyxy=(669,502,831,518)
parliamentary-sub: THE GROWTH OF POPULATION. xyxy=(520,582,634,590)
nursery-line: SHRUBS xyxy=(1036,898,1068,906)
building-society-body: Incorporated under "The Building Societies Act, 1880." xyxy=(669,979,831,995)
pigs-heading: PIGS. PIGS. xyxy=(60,863,109,873)
bibby-heading: Bibby's Cream Equivalent xyxy=(11,651,134,662)
frootoids-body: A constipated habit of body will be completely cured if the patient will on each occasion, when suffering, take a dose of Frootoids, instead of an ordinary aperient. xyxy=(669,192,831,224)
farm-listing: 100 ACRES, within five minutes of Post Office, Store and Factory; all in grass, subdivided and well watered; 4-roomed house, cowshed and trapshed. Land Transfer title. Price, £25 per acre; only £500 cash required. Some of the best land in Northern Taranaki. 4011 xyxy=(11,454,163,528)
article-paragraph: W. Fairweather was granted a lease of section 668, and part section 475, Paten district, at an annual rental of 2s 6d, with conditions for eradication of noxious weeds. xyxy=(499,380,655,425)
medline-where: everywhere. xyxy=(727,335,772,343)
nz-insurance-body: FIRE, MARINE AND ACCIDENT INSURANCE in all its branches accepted at LOWEST CURRENT RATES. xyxy=(1001,1433,1103,1465)
building-society-body: The Society pays the cost of preparing and registering all mortgages (unless for a lower sum than £100). During the five years ending the 30th September, 1909, the sum of £11,364 11s 1d had been distributed in dividend and bonuses among the investors of this Society. Borrowers and Investors participating alike in the distribution. It is thus seen that the Society is really co-operative. xyxy=(669,1041,831,1113)
article-paragraph: A schedule of rents in arrear was laid on the table, and it was decided to institute proceedings for the recovery of the same, through the Crown solicitor. xyxy=(499,458,655,494)
